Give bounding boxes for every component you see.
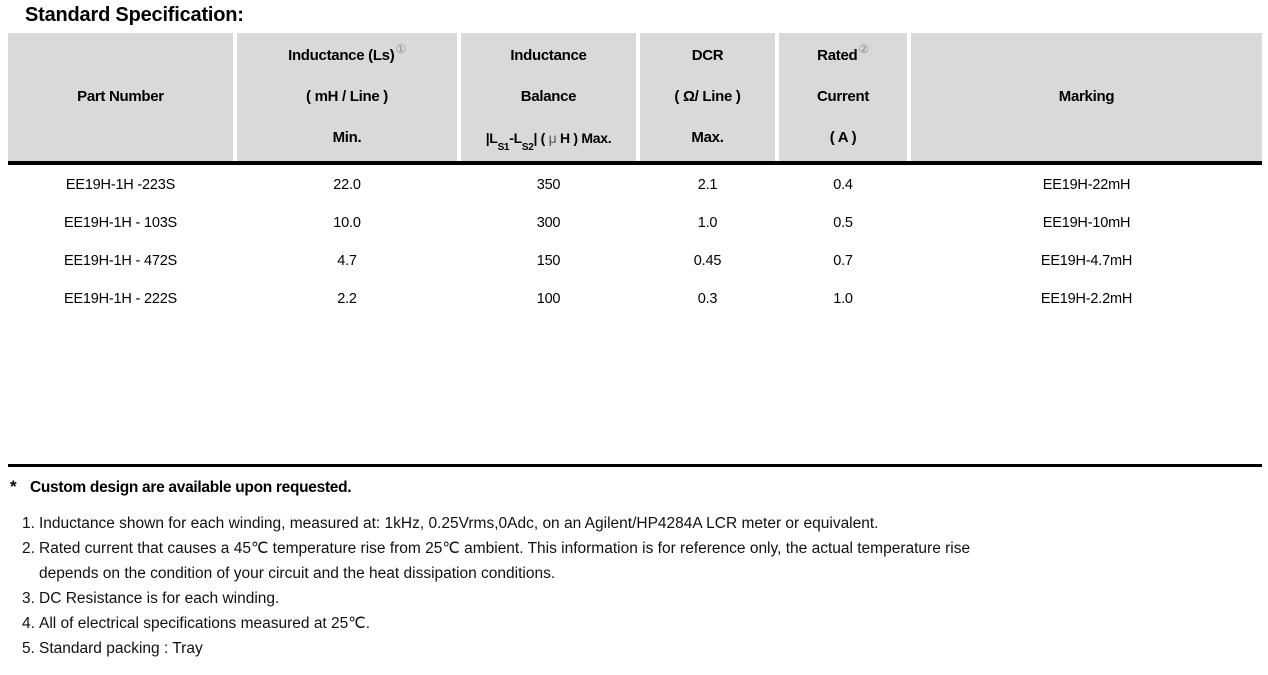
header-cell-inductance [237, 33, 457, 161]
cell-inductance: 22.0 [333, 177, 361, 193]
header-marking-label: Marking [1058, 87, 1115, 105]
cell-dcr: 0.45 [693, 253, 722, 269]
cell-rated-current: 0.5 [833, 215, 853, 231]
cell-balance: 150 [536, 253, 561, 269]
cell-balance: 350 [536, 177, 561, 193]
header-dcr-line1: DCR [691, 46, 724, 64]
header-cell-dcr [640, 33, 775, 161]
footnote-2-continuation: depends on the condition of your circuit and the heat dissipation conditions. [39, 565, 556, 582]
footnote-2: 2. Rated current that causes a 45℃ temperature rise from 25℃ ambient. This information is for reference only, the actual temperature rise [22, 540, 971, 557]
footnotes-list [22, 511, 1252, 661]
header-dcr-line2: ( Ω/ Line ) [674, 87, 741, 105]
footnote-5: 5. Standard packing : Tray [22, 640, 203, 657]
cell-marking: EE19H-4.7mH [1040, 253, 1133, 269]
cell-inductance: 2.2 [337, 291, 357, 307]
cell-inductance: 10.0 [333, 215, 361, 231]
spec-table-header [8, 33, 1262, 161]
cell-part-number: EE19H-1H -223S [65, 177, 176, 193]
cell-marking: EE19H-22mH [1042, 177, 1131, 193]
header-cell-part-number [8, 33, 233, 161]
footnote-1-mark: ① [395, 41, 406, 56]
header-balance-line1: Inductance [510, 46, 587, 64]
cell-rated-current: 0.4 [833, 177, 853, 193]
header-inductance-line3: Min. [332, 129, 362, 147]
header-rated-line1: Rated② [817, 41, 869, 64]
cell-dcr: 1.0 [697, 215, 718, 231]
custom-design-note [10, 477, 351, 497]
footnote-3: 3. DC Resistance is for each winding. [22, 590, 280, 607]
header-balance-line3: $|L_{S1}-L_{S2}|$ ( μ H ) Max. [485, 130, 612, 154]
header-inductance-line2: ( mH / Line ) [306, 87, 388, 105]
cell-part-number: EE19H-1H - 222S [63, 291, 178, 307]
footnote-1: 1. Inductance shown for each winding, measured at: 1kHz, 0.25Vrms,0Adc, on an Agilent/HP4284A LCR meter or equivalent. [22, 515, 879, 532]
cell-rated-current: 1.0 [833, 291, 853, 307]
header-rated-line3: ( A ) [829, 129, 857, 147]
footnote-4: 4. All of electrical specifications measured at 25℃. [22, 615, 371, 632]
header-cell-marking [911, 33, 1262, 161]
header-dcr-line3: Max. [691, 129, 724, 147]
cell-inductance: 4.7 [337, 253, 357, 269]
cell-rated-current: 0.7 [833, 253, 853, 269]
cell-part-number: EE19H-1H - 103S [63, 215, 178, 231]
mu-symbol: μ [548, 130, 557, 147]
header-cell-balance [461, 33, 636, 161]
cell-marking: EE19H-10mH [1042, 215, 1131, 231]
cell-dcr: 2.1 [697, 177, 718, 193]
header-rated-line2: Current [816, 87, 870, 105]
spec-table [8, 33, 1262, 318]
footnote-2-mark: ② [858, 41, 869, 56]
header-balance-line2: Balance [520, 87, 577, 105]
header-divider-rule [8, 161, 1262, 165]
header-inductance-line1: Inductance (Ls)① [288, 41, 406, 64]
asterisk-mark: * [10, 477, 17, 496]
page-title: Standard Specification: [25, 4, 244, 26]
notes-divider-rule [8, 464, 1262, 467]
spec-table-body [8, 166, 1262, 318]
cell-balance: 300 [536, 215, 561, 231]
cell-part-number: EE19H-1H - 472S [63, 253, 178, 269]
custom-design-text: Custom design are available upon requested. [30, 479, 352, 496]
header-part-number-label: Part Number [77, 87, 164, 105]
header-cell-rated-current [779, 33, 907, 161]
cell-marking: EE19H-2.2mH [1040, 291, 1133, 307]
cell-balance: 100 [536, 291, 561, 307]
cell-dcr: 0.3 [697, 291, 718, 307]
